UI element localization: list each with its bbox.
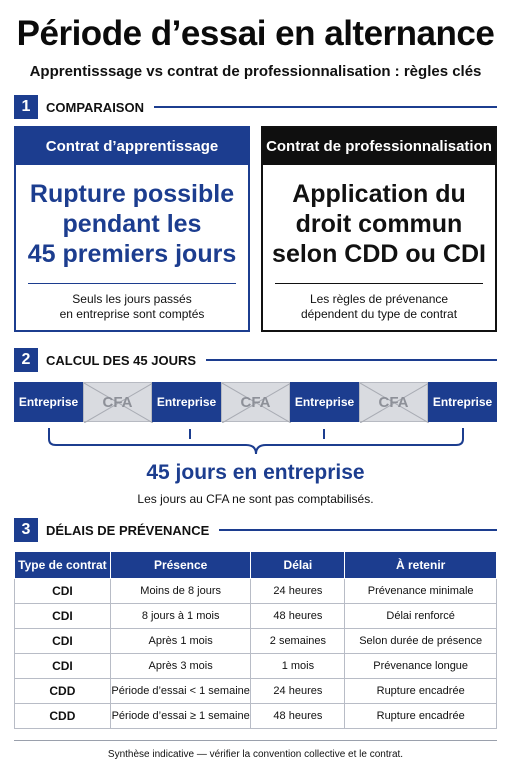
table-row: [15, 654, 497, 679]
card-footer-line: Seuls les jours passés: [72, 292, 192, 306]
section-rule: [206, 359, 497, 361]
cell-presence: Après 1 mois: [110, 629, 251, 654]
brace-icon: [40, 427, 472, 457]
cell-delai: 24 heures: [251, 679, 345, 704]
card-footer-line: dépendent du type de contrat: [300, 307, 458, 321]
cell-delai: 1 mois: [251, 654, 345, 679]
cell-retenir: Selon durée de présence: [345, 629, 497, 654]
card-line: Rupture possible: [29, 180, 235, 208]
timeline-entreprise: Entreprise: [152, 382, 221, 422]
card-footer: [263, 284, 495, 330]
section-header-delais: [14, 518, 497, 542]
card-line: 45 premiers jours: [27, 240, 237, 268]
card-line: droit commun: [295, 210, 463, 238]
page-title: Période d’essai en alternance: [16, 14, 495, 53]
card-main-text: [263, 165, 495, 283]
section-rule: [154, 106, 497, 108]
cell-retenir: Rupture encadrée: [345, 704, 497, 729]
timeline-entreprise: Entreprise: [290, 382, 359, 422]
cell-presence: Période d’essai < 1 semaine: [110, 679, 251, 704]
card-footer-line: Les règles de prévenance: [309, 292, 449, 306]
card-line: pendant les: [62, 210, 202, 238]
cell-presence: 8 jours à 1 mois: [110, 604, 251, 629]
timeline-cfa: CFA: [359, 382, 428, 422]
cell-type: CDI: [15, 579, 111, 604]
footer-divider: [14, 740, 497, 741]
section-header-comparison: [14, 95, 497, 119]
column-header: Délai: [251, 552, 345, 579]
card-footer-line: en entreprise sont comptés: [59, 307, 205, 321]
cell-type: CDI: [15, 629, 111, 654]
column-header: À retenir: [345, 552, 497, 579]
column-header: Type de contrat: [15, 552, 111, 579]
timeline-entreprise: Entreprise: [428, 382, 497, 422]
column-header: Présence: [110, 552, 251, 579]
cell-retenir: Délai renforcé: [345, 604, 497, 629]
card-footer: [16, 284, 248, 330]
timeline-bar: [14, 382, 497, 422]
section-number: 2: [14, 348, 38, 372]
footer-note: Synthèse indicative — vérifier la convention collective et le contrat.: [107, 749, 404, 760]
card-line: Application du: [292, 180, 466, 208]
cell-delai: 48 heures: [251, 604, 345, 629]
timeline-cfa: CFA: [221, 382, 290, 422]
cell-delai: 48 heures: [251, 704, 345, 729]
cell-retenir: Prévenance longue: [345, 654, 497, 679]
cell-type: CDI: [15, 654, 111, 679]
section-title: CALCUL DES 45 JOURS: [46, 352, 197, 368]
card-apprentissage: [14, 126, 250, 332]
card-main-text: [16, 165, 248, 283]
cell-type: CDD: [15, 704, 111, 729]
table-header-row: [15, 552, 497, 579]
card-professionnalisation: [261, 126, 497, 332]
timeline-entreprise: Entreprise: [14, 382, 83, 422]
cell-delai: 2 semaines: [251, 629, 345, 654]
page-subtitle: Apprentisssage vs contrat de professionnalisation : règles clés: [29, 63, 482, 80]
cell-presence: Après 3 mois: [110, 654, 251, 679]
table-row: [15, 604, 497, 629]
section-rule: [219, 529, 497, 531]
card-header: Contrat de professionnalisation: [263, 128, 495, 165]
table-row: [15, 679, 497, 704]
section-title: COMPARAISON: [46, 99, 144, 115]
table-row: [15, 629, 497, 654]
table-row: [15, 579, 497, 604]
card-line: selon CDD ou CDI: [272, 240, 486, 268]
cell-presence: Moins de 8 jours: [110, 579, 251, 604]
cell-presence: Période d’essai ≥ 1 semaine: [110, 704, 251, 729]
total-days-label: 45 jours en entreprise: [146, 461, 365, 484]
card-header: Contrat d’apprentissage: [16, 128, 248, 165]
cell-retenir: Prévenance minimale: [345, 579, 497, 604]
section-number: 1: [14, 95, 38, 119]
section-title: DÉLAIS DE PRÉVENANCE: [46, 522, 210, 538]
section-number: 3: [14, 518, 38, 542]
cell-type: CDD: [15, 679, 111, 704]
cell-retenir: Rupture encadrée: [345, 679, 497, 704]
cell-delai: 24 heures: [251, 579, 345, 604]
prevenance-table: [14, 551, 497, 729]
timeline-cfa: CFA: [83, 382, 152, 422]
cfa-note: Les jours au CFA ne sont pas comptabilisés.: [137, 492, 374, 506]
table-row: [15, 704, 497, 729]
cell-type: CDI: [15, 604, 111, 629]
section-header-calcul: [14, 348, 497, 372]
